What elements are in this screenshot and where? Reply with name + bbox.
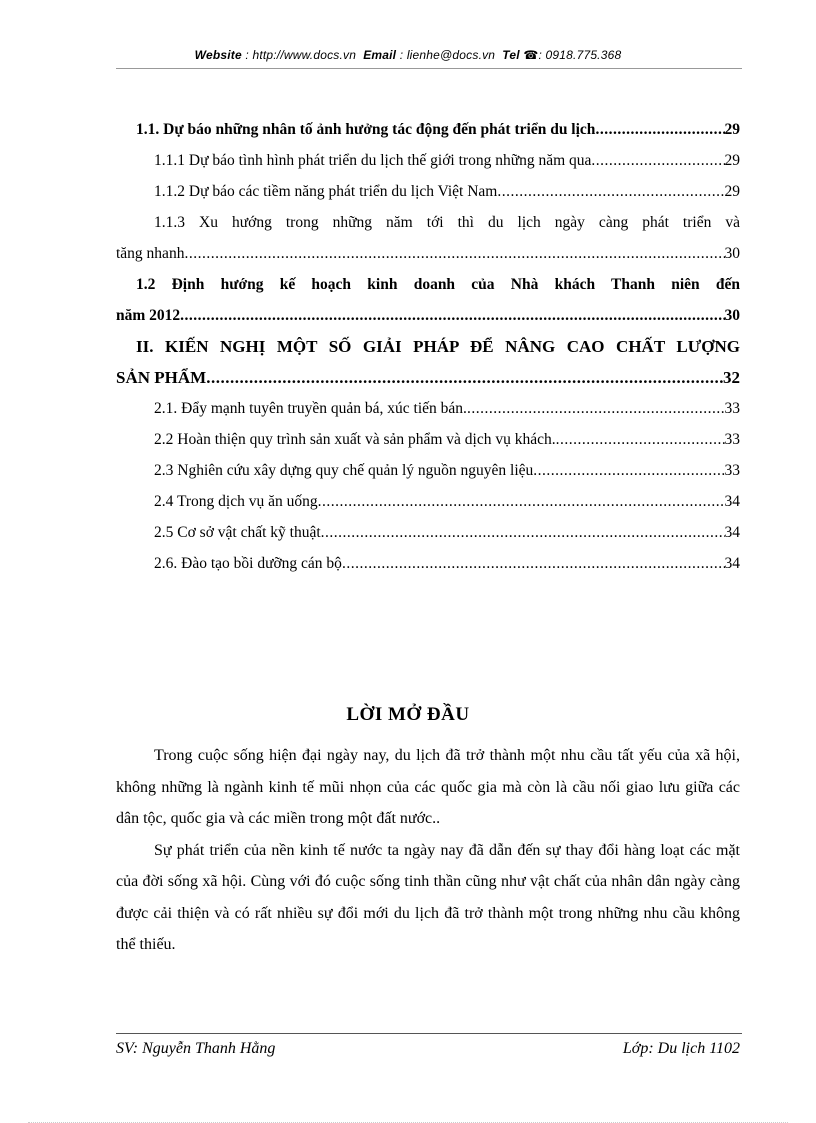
toc-entry: 1.1.3 Xu hướng trong những năm tới thì du lịch ngày càng phát triển và	[154, 214, 740, 231]
toc-entry: 1.2 Định hướng kế hoạch kinh doanh của Nhà khách Thanh niên đến	[136, 276, 740, 293]
header-divider	[116, 68, 742, 69]
toc-entry: 2.6. Đào tạo bồi dưỡng cán bộ ..... 34	[116, 548, 740, 579]
toc-entry-continued: năm 2012 ..... 30	[116, 300, 740, 331]
footer-divider	[116, 1033, 742, 1034]
intro-paragraph-2: Sự phát triển của nền kinh tế nước ta ngày nay đã dẫn đến sự thay đổi hàng loạt các mặt của đời sống xã hội. Cùng với đó cuộc sống tinh thần cũng như vật chất của nhân dân ngày càng được cải thiện và có rất nhiều sự đổi mới du lịch đã trở thành một trong những nhu cầu không thể thiếu.	[116, 841, 740, 953]
phone-icon: ☎	[523, 48, 539, 62]
toc-entry-continued: SẢN PHẨM ..... 32	[116, 362, 740, 393]
toc-entry: 1.1. Dự báo những nhân tố ảnh hưởng tác động đến phát triển du lịch ..... 29	[116, 114, 740, 145]
table-of-contents	[116, 114, 740, 579]
footer-class: Lớp: Du lịch 1102	[622, 1040, 740, 1057]
toc-entry: 2.3 Nghiên cứu xây dựng quy chế quản lý nguồn nguyên liệu ..... 33	[116, 455, 740, 486]
page-header	[0, 48, 816, 62]
toc-entry: 1.1.2 Dự báo các tiềm năng phát triển du lịch Việt Nam ..... 29	[116, 176, 740, 207]
toc-entry: 2.4 Trong dịch vụ ăn uống ..... 34	[116, 486, 740, 517]
toc-entry: 2.2 Hoàn thiện quy trình sản xuất và sản phẩm và dịch vụ khách. ..... 33	[116, 424, 740, 455]
tel-value: : 0918.775.368	[538, 48, 622, 62]
footer-student: SV: Nguyễn Thanh Hằng	[116, 1040, 276, 1057]
website-value: : http://www.docs.vn	[245, 48, 357, 62]
email-value: : lienhe@docs.vn	[399, 48, 496, 62]
toc-entry: 2.1. Đẩy mạnh tuyên truyền quản bá, xúc tiến bán. ..... 33	[116, 393, 740, 424]
toc-entry: II. KIẾN NGHỊ MỘT SỐ GIẢI PHÁP ĐỂ NÂNG CAO CHẤT LƯỢNG	[136, 337, 740, 356]
intro-body	[116, 740, 740, 961]
website-label: Website	[194, 48, 242, 62]
intro-heading: LỜI MỞ ĐẦU	[346, 704, 470, 725]
toc-entry: 2.5 Cơ sở vật chất kỹ thuật ..... 34	[116, 517, 740, 548]
intro-paragraph-1: Trong cuộc sống hiện đại ngày nay, du lịch đã trở thành một nhu cầu tất yếu của xã hội, không những là ngành kinh tế mũi nhọn của các quốc gia mà còn là cầu nối giao lưu giữa các dân tộc, quốc gia và các miền trong một đất nước..	[116, 747, 740, 827]
email-label: Email	[363, 48, 397, 62]
tel-label: Tel	[502, 48, 520, 62]
toc-entry: 1.1.1 Dự báo tình hình phát triển du lịch thế giới trong những năm qua ..... 29	[116, 145, 740, 176]
toc-entry-continued: tăng nhanh ..... 30	[116, 238, 740, 269]
